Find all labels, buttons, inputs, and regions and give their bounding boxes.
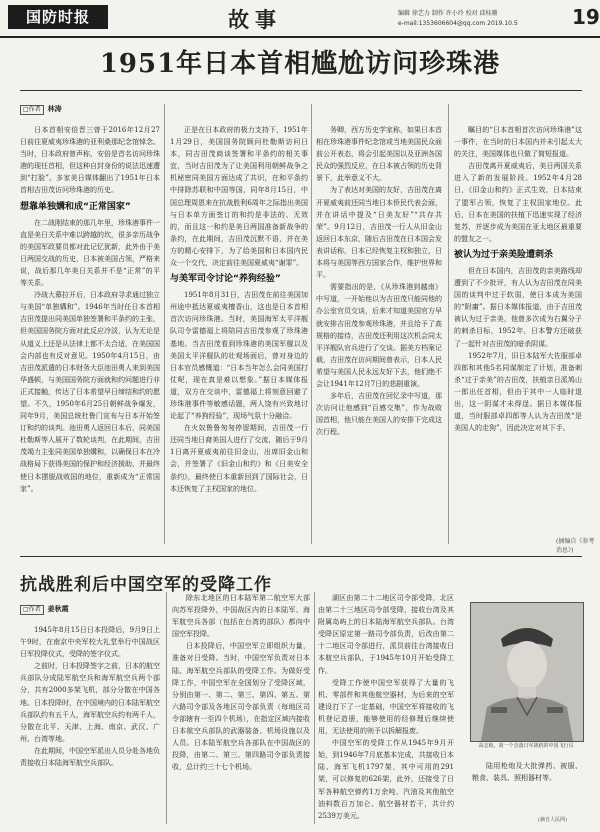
column-divider [311, 104, 312, 544]
paragraph: 湖区由第二十二地区司令部受降，北区由第二十三地区司令部受降，接收台湾及其附属岛屿上的日本陆海军航空兵部队。台湾受降区原定第一路司令部负责，后改由第二十二地区司令部进行，派员前往台湾接收日本航空兵部队，于1945年10月开始受降工作。 [318, 594, 454, 675]
article2-source: (摘自人民网) [538, 817, 567, 823]
article1-column-2 [170, 124, 308, 544]
paragraph: 日本首相安倍晋三曾于2016年12月27日前往夏威夷珍珠港的亚利桑那纪念馆悼念。当时，日本政府曾声称，安倍是首名访问珍珠港的现任首相，但这种自封身份的说法迅速遭到“打脸”。多家美日媒体翻出了1951年日本首相吉田茂访问珍珠港的历史。 [20, 126, 160, 195]
article1-column-1 [20, 124, 160, 542]
article1-source: (摘编自《参考消息》) [556, 538, 595, 554]
paragraph: 日本投降后，中国空军立即组织力量，准备对日受降。当时，中国空军负责对日本陆、海军航空兵部队的受降工作。为做好受降工作，中国空军在全国划分了受降区域，分别由第一、第二、第三、第四、第五、第六路司令部及各地区司令部负责（每地区司令部辖有一至四个机场），在指定区域内接收日本航空兵部队的武器装备、机场设施以及人员。日本陆军航空兵各部队在中国战区的投降，由第二、第三、第四路司令部负责接收，总计约三十七个机场。 [172, 642, 310, 772]
paragraph: 1952年7月，旧日本陆军大佐服部卓四郎和其他5名同谋制定了计划，准备刺杀“过于亲美”的吉田茂，扶植亲日派鸠山一郎出任首相，但由于其中一人临时退出，这一阴谋才未得逞。据日本媒体报道，当时服部卓四郎等人认为吉田茂“是美国人的走狗”，因此决定对其下手。 [454, 351, 582, 433]
paragraph: 除东北地区的日本陆军第二航空军大部向苏军投降外，中国战区内的日本陆军、海军航空兵各部（包括在台湾的部队）都向中国空军投降。 [172, 594, 310, 639]
paragraph: 在二战刚结束的那几年里，珍珠港事件一直是美日关系中难以跨越的坎，很多亲历战争的美国军政要员都对此记忆犹新，此外由于美日两国交战的历史，日本被美国占领，严格来说，战后那几年美日关系并不是“正常”的平等关系。 [20, 218, 160, 288]
paragraph: 需要指出的是，《从珍珠港到越南》中写道，一开始他以为吉田茂只能同他的办公室官员交谈，后来才知道美国官方早就安排吉田茂参观珍珠港，并且给予了高规格的接待，吉田茂还利用这次机会同太平洋舰队官兵进行了交谈。据美方档案记载，吉田茂在访问期间曾表示，日本人民希望与美国人民永远友好下去，他们绝不会让1941年12月7日的悲剧重演。 [316, 283, 442, 388]
paragraph: 瞩目的“日本首相首次访问珍珠港”这一事件，在当时的日本国内并未引起太大的关注，美国媒体也只做了简短报道。 [454, 126, 582, 159]
contact-date: e-mail:1353606604@qq.com 2019.10.5 [398, 20, 518, 27]
photo-caption: 高志航，第一个击落日军战机的中国飞行员 [478, 743, 574, 749]
paragraph: 在火奴鲁鲁匆匆停留期间，吉田茂一行还同当地日裔美国人进行了交流，随后于9月1日离开夏威夷前往旧金山，出席旧金山和会，并签署了《旧金山和约》和《日美安全条约》，最终使日本重新回到了国际社会，日本还恢复了主权国家的地位。 [170, 424, 308, 493]
article-separator [20, 556, 582, 557]
column-divider [314, 592, 315, 824]
article1-byline [20, 104, 62, 115]
article1-column-3 [316, 124, 442, 540]
editor-credits: 编辑 徐艺力 制作 许小玲 校对 邱桂珊 [398, 10, 498, 17]
portrait-photo [470, 602, 584, 742]
paragraph: 之前时，日本投降签字之前，日本的航空兵部队分成陆军航空兵和海军航空兵两个部分，共有2000多架飞机，部分分散在中国各地。日本投降时，在中国境内的日本陆军航空兵部队约有五千人，海军航空兵约有两千人，分散在北平、天津、上海、南京、武汉、广州、台湾等地。 [20, 662, 160, 743]
paragraph: 1945年8月15日日本投降后，9月9日上午9时，在南京中央军校大礼堂举行中国战区日军投降仪式，受降的签字仪式。 [20, 626, 160, 659]
article2-column-2 [172, 592, 310, 824]
byline-tag: □作者 [20, 605, 44, 615]
paragraph: 吉田茂离开夏威夷后，美日两国关系进入了新的发展阶段。1952年4月28日，《旧金山和约》正式生效，日本结束了盟军占领，恢复了主权国家地位。此后，日本在美国的扶植下迅速实现了经济复苏，并逐步成为美国在亚太地区最重要的盟友之一。 [454, 162, 582, 243]
soldier-portrait-illustration [471, 603, 583, 741]
article2-column-3 [318, 592, 454, 824]
newspaper-logo: 国防时报 [8, 5, 108, 29]
byline-tag: □作者 [20, 105, 44, 115]
article1-author: 林涛 [47, 104, 62, 113]
article2-column-1 [20, 624, 160, 824]
paragraph: 务卿，西方历史学家称，如果日本首相在珍珠港事件纪念馆或当地美国民众面前公开表态，将会引起美国以及亚洲各国民众的强烈反应，在日本被占领的历史背景下，此举意义不大。 [316, 126, 442, 183]
paragraph: 但在日本国内，吉田茂的亲美路线却遭到了不少批评，有人认为吉田茂在同美国的谈判中过于软弱，使日本成为美国的“附庸”。据日本媒体报道，由于吉田茂被认为过于亲美，他曾多次成为右翼分子的刺杀目标，1952年，日本警方还破获了一起针对吉田茂的暗杀阴谋。 [454, 266, 582, 348]
subheading: 被认为过于亲美险遭刺杀 [454, 249, 554, 260]
subheading: 与美军司令讨论“养狗经验” [170, 274, 281, 285]
section-title: 故事 [228, 7, 282, 32]
paragraph: 冷战大幕拉开后，日本政府寻求通过独立与美国“单独媾和”。1946年当时任日本首相吉田茂提出同美国单独签署和平条约的主张，但美国国务院方面对此反应冷淡，认为无论是从道义上还是从法律上都不太合适，在美国国会内部也有反对意见。1950年4月15日，由吉田茂派遣的日本财务大臣池田勇人来到美国华盛顿，与美国国务院方面就和约问题进行非正式接触，传达了日本希望早日缔结和约的愿望。不久，1950年6月25日朝鲜战争爆发，同年9月，美国总统杜鲁门宣布与日本开始签订和约的谈判。池田勇人返回日本后，同美国杜勒斯等人展开了数轮谈判，在此期间，吉田茂竭力主张同美国单独媾和，以确保日本在冷战格局下获得美国的保护和经济援助，并最终使日本摆脱战败国的地位，重新成为“正常国家”。 [20, 291, 160, 493]
column-divider [448, 104, 449, 544]
article2-byline [20, 604, 69, 615]
paragraph: 受降工作使中国空军获得了大量的飞机、零部件和其他航空器材，为后来的空军建设打下了一定基础，中国空军将接收的飞机登记造册，能够使用的经修理后继续使用，无法使用的则予以拆解报废。 [318, 678, 454, 736]
article2-headline: 抗战胜利后中国空军的受降工作 [20, 575, 272, 595]
paragraph: 陆用枪炮及大批弹药、被服、粮食、装具、照相器材等。 [472, 762, 582, 783]
paragraph: 1951年8月31日，吉田茂在前往美国加州途中抵达夏威夷檀香山，这也是日本首相首次访问珍珠港。当时，美国海军太平洋舰队司令雷德福上将陪同吉田茂参观了珍珠港基地。当吉田茂看到珍珠港的美国军舰以及美国太平洋舰队的壮观场面后，曾对身边的日本官员感慨道：“日本当年怎么会同美国打仗呢，现在真是难以想象。”据日本媒体报道，双方在交谈中，雷德福上将刻意回避了珍珠港事件等敏感话题，两人饶有兴致地讨论起了“养狗经验”，现场气氛十分融洽。 [170, 291, 308, 421]
column-divider [166, 592, 167, 824]
paragraph: 正是在日本政府的极力支持下，1951年1月29日，美国国务院顾问杜勒斯访问日本，同吉田茂商谈签署和平条约的相关事宜，当时吉田茂为了让美国利用朝鲜战争之机秘密同美国方面达成了共识，在和平条约中排除苏联和中国等国，同年8月15日，中国总理周恩来在抗战胜利6周年之际指出美国与日本单方面签订的和约是非法的、无效的，而且这一和约是美日两国准备新战争的条约，在此期间，吉田茂沉默不语，并在美方的精心安排下，为了给美国和日本国内民众一个交代，决定前往美国夏威夷“谢罪”。 [170, 126, 308, 268]
headline-rule [20, 90, 582, 91]
article2-author: 姜秋霞 [47, 604, 69, 613]
column-divider [164, 104, 165, 544]
paragraph: 中国空军的受降工作从1945年9月开始，到1946年7月底基本完成，共接收日本陆、海军飞机1797架，其中可用的291架，可以修复的626架，此外，还接受了日军各种航空弹药1万余吨、汽油及其他航空油料数百万加仑、航空器材若干，共计约2539万美元。 [318, 739, 454, 820]
subheading: 想靠单独媾和成“正常国家” [20, 201, 131, 212]
page-number: 19 [572, 5, 600, 29]
article1-headline: 1951年日本首相尴尬访问珍珠港 [99, 49, 501, 79]
masthead [0, 0, 600, 38]
paragraph: 多年后，吉田茂在回忆录中写道，那次访问让他感到“百感交集”，作为战败国首相，他只能在美国人的安排下完成这次行程。 [316, 392, 442, 437]
paragraph: 为了表达对美国的友好，吉田茂在离开夏威夷前还同当地日本侨民代表会面，并在讲话中提及“日美友好”“共存共荣”。9月12日，吉田茂一行人从旧金山返回日本东京，随后吉田茂在日本国会发表讲话称，日本已经恢复主权和独立，日本将与美国等西方国家合作，维护世界和平。 [316, 186, 442, 280]
paragraph: 在此期间，中国空军派出人员分赴各地负责接收日本陆海军航空兵部队。 [20, 746, 160, 768]
article1-column-4 [454, 124, 582, 540]
